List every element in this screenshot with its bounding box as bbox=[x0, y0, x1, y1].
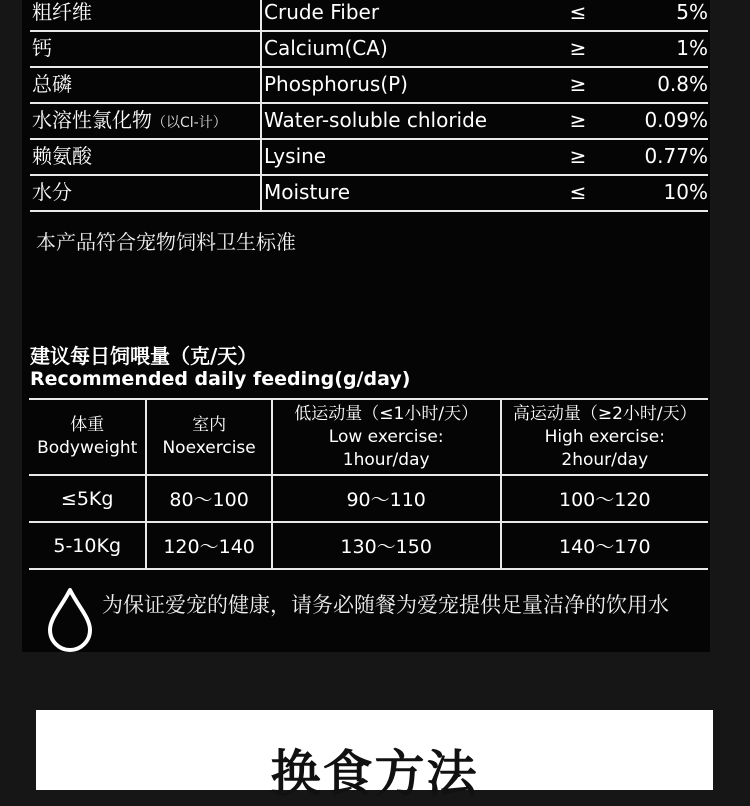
nutrient-value: 0.8% bbox=[657, 72, 708, 96]
nutrition-row bbox=[30, 66, 708, 104]
header-label-zh: 低运动量（≤1小时/天） bbox=[294, 403, 479, 424]
header-label-zh: 高运动量（≥2小时/天） bbox=[512, 403, 697, 424]
header-label-en: Low exercise: bbox=[328, 426, 444, 447]
nutrient-operator: ≥ bbox=[569, 36, 587, 60]
feeding-table bbox=[29, 398, 708, 570]
nutrition-row bbox=[30, 174, 708, 212]
nutrient-name-zh: 水分 bbox=[32, 180, 72, 204]
nutrient-value: 1% bbox=[676, 36, 708, 60]
nutrient-value: 5% bbox=[676, 0, 708, 24]
header-low-exercise bbox=[272, 399, 501, 475]
header-label-en: High exercise: bbox=[544, 426, 665, 447]
nutrient-name-zh-main: 水溶性氯化物 bbox=[32, 108, 152, 132]
table-row bbox=[29, 522, 708, 569]
nutrient-name-en: Lysine bbox=[264, 144, 327, 168]
feeding-transition-banner bbox=[36, 710, 713, 803]
nutrient-value: 0.77% bbox=[644, 144, 708, 168]
cell-noexercise: 120～140 bbox=[146, 522, 271, 569]
nutrient-name-zh bbox=[32, 102, 227, 141]
nutrient-name-zh: 粗纤维 bbox=[32, 0, 92, 24]
header-label-en: Noexercise bbox=[162, 438, 256, 458]
nutrient-name-en: Calcium(CA) bbox=[264, 36, 388, 60]
water-reminder-text: 为保证爱宠的健康，请务必随餐为爱宠提供足量洁净的饮用水 bbox=[102, 593, 669, 617]
water-drop-icon bbox=[46, 586, 94, 652]
cell-high-exercise: 140～170 bbox=[501, 522, 708, 569]
header-high-exercise bbox=[501, 399, 708, 475]
nutrient-operator: ≤ bbox=[569, 0, 587, 24]
nutrient-name-en: Water-soluble chloride bbox=[264, 108, 488, 132]
section-title: 换食方法 bbox=[270, 745, 479, 803]
header-label-zh: 室内 bbox=[192, 415, 227, 435]
nutrient-name-en: Phosphorus(P) bbox=[264, 72, 408, 96]
feeding-title-zh: 建议每日饲喂量（克/天） bbox=[30, 344, 258, 368]
nutrition-row bbox=[30, 0, 708, 32]
header-bodyweight bbox=[29, 399, 146, 475]
header-label-en-duration: 1hour/day bbox=[342, 449, 430, 470]
nutrient-name-en: Crude Fiber bbox=[264, 0, 380, 24]
nutrition-row bbox=[30, 30, 708, 68]
nutrient-operator: ≥ bbox=[569, 108, 587, 132]
cell-high-exercise: 100～120 bbox=[501, 475, 708, 522]
cell-bodyweight: 5-10Kg bbox=[29, 522, 146, 569]
nutrient-name-zh: 赖氨酸 bbox=[32, 144, 92, 168]
nutrient-operator: ≥ bbox=[569, 144, 587, 168]
cell-low-exercise: 90～110 bbox=[272, 475, 501, 522]
nutrient-name-zh: 总磷 bbox=[32, 72, 72, 96]
header-noexercise bbox=[146, 399, 271, 475]
nutrient-name-zh: 钙 bbox=[32, 36, 52, 60]
cell-bodyweight: ≤5Kg bbox=[29, 475, 146, 522]
feeding-title-en: Recommended daily feeding(g/day) bbox=[30, 368, 411, 390]
nutrient-name-zh-note: （以Cl-计） bbox=[152, 115, 227, 131]
cell-low-exercise: 130～150 bbox=[272, 522, 501, 569]
nutrient-value: 0.09% bbox=[644, 108, 708, 132]
nutrition-row bbox=[30, 102, 708, 140]
nutrient-operator: ≥ bbox=[569, 72, 587, 96]
nutrition-row bbox=[30, 138, 708, 176]
table-row bbox=[29, 475, 708, 522]
header-label-zh: 体重 bbox=[70, 415, 105, 435]
standard-compliance-note: 本产品符合宠物饲料卫生标准 bbox=[36, 230, 296, 254]
header-label-en: Bodyweight bbox=[37, 438, 138, 458]
nutrient-value: 10% bbox=[663, 180, 708, 204]
nutrient-name-en: Moisture bbox=[264, 180, 351, 204]
header-label-en-duration: 2hour/day bbox=[561, 449, 649, 470]
cell-noexercise: 80～100 bbox=[146, 475, 271, 522]
feeding-header-row bbox=[29, 399, 708, 475]
nutrient-operator: ≤ bbox=[569, 180, 587, 204]
